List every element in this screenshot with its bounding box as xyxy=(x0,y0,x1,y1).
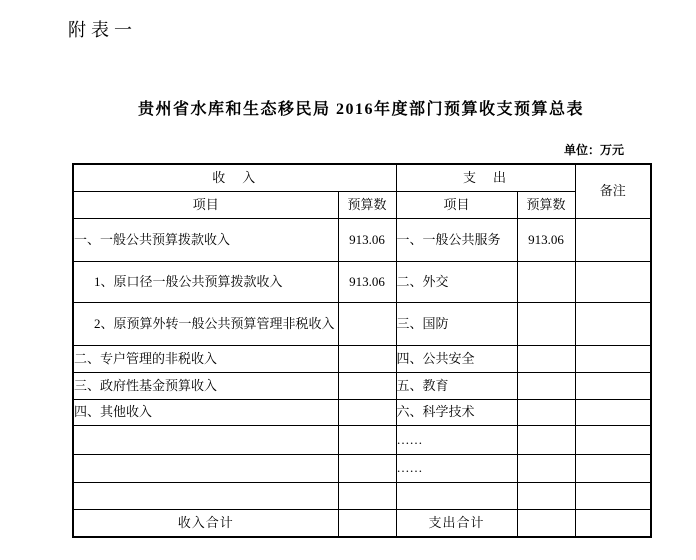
table-footer-row xyxy=(73,509,651,537)
income-budget-cell xyxy=(338,425,396,454)
expense-item-cell xyxy=(396,482,517,509)
table-row xyxy=(73,482,651,509)
income-total-value xyxy=(338,509,396,537)
income-budget-cell: 913.06 xyxy=(338,218,396,261)
expense-item-cell: …… xyxy=(396,425,517,454)
expense-group-header: 支 出 xyxy=(396,164,575,191)
expense-item-cell: …… xyxy=(396,454,517,482)
income-item-cell: 四、其他收入 xyxy=(73,399,338,425)
page-title: 贵州省水库和生态移民局 2016年度部门预算收支预算总表 xyxy=(137,101,584,118)
table-row xyxy=(73,454,651,482)
expense-item-column-header: 项目 xyxy=(396,191,517,218)
table-row xyxy=(73,399,651,425)
remark-cell xyxy=(575,482,651,509)
expense-budget-cell xyxy=(517,425,575,454)
income-budget-cell: 913.06 xyxy=(338,261,396,302)
expense-budget-column-header: 预算数 xyxy=(517,191,575,218)
income-budget-cell xyxy=(338,302,396,345)
expense-total-value xyxy=(517,509,575,537)
expense-item-cell: 三、国防 xyxy=(396,302,517,345)
expense-total-label: 支出合计 xyxy=(396,509,517,537)
expense-item-cell: 五、教育 xyxy=(396,372,517,399)
remark-cell xyxy=(575,261,651,302)
income-budget-cell xyxy=(338,399,396,425)
remark-cell xyxy=(575,372,651,399)
income-item-cell xyxy=(73,425,338,454)
remark-column-header: 备注 xyxy=(575,164,651,218)
table-row xyxy=(73,425,651,454)
attachment-label: 附表一 xyxy=(68,20,137,40)
remark-cell xyxy=(575,425,651,454)
expense-budget-cell xyxy=(517,454,575,482)
income-item-cell: 2、原预算外转一般公共预算管理非税收入 xyxy=(73,302,338,345)
remark-cell xyxy=(575,454,651,482)
income-budget-cell xyxy=(338,482,396,509)
expense-budget-cell xyxy=(517,482,575,509)
expense-item-cell: 六、科学技术 xyxy=(396,399,517,425)
expense-budget-cell xyxy=(517,372,575,399)
income-budget-cell xyxy=(338,372,396,399)
income-item-cell: 1、原口径一般公共预算拨款收入 xyxy=(73,261,338,302)
expense-budget-cell: 913.06 xyxy=(517,218,575,261)
income-item-cell: 一、一般公共预算拨款收入 xyxy=(73,218,338,261)
income-item-cell: 三、政府性基金预算收入 xyxy=(73,372,338,399)
expense-item-cell: 四、公共安全 xyxy=(396,345,517,372)
income-group-header: 收 入 xyxy=(73,164,396,191)
income-total-label: 收入合计 xyxy=(73,509,338,537)
table-header-columns xyxy=(73,191,651,218)
expense-budget-cell xyxy=(517,302,575,345)
income-item-cell xyxy=(73,454,338,482)
expense-budget-cell xyxy=(517,261,575,302)
table-row xyxy=(73,372,651,399)
remark-cell xyxy=(575,399,651,425)
income-budget-column-header: 预算数 xyxy=(338,191,396,218)
table-header-groups xyxy=(73,164,651,191)
table-row xyxy=(73,218,651,261)
income-budget-cell xyxy=(338,345,396,372)
expense-item-cell: 二、外交 xyxy=(396,261,517,302)
budget-summary-table xyxy=(72,163,652,538)
expense-budget-cell xyxy=(517,345,575,372)
remark-cell xyxy=(575,302,651,345)
expense-item-cell: 一、一般公共服务 xyxy=(396,218,517,261)
income-budget-cell xyxy=(338,454,396,482)
table-row xyxy=(73,345,651,372)
expense-budget-cell xyxy=(517,399,575,425)
income-item-column-header: 项目 xyxy=(73,191,338,218)
income-item-cell: 二、专户管理的非税收入 xyxy=(73,345,338,372)
remark-cell xyxy=(575,218,651,261)
table-row xyxy=(73,302,651,345)
income-item-cell xyxy=(73,482,338,509)
unit-note: 单位：万元 xyxy=(563,143,624,157)
remark-cell xyxy=(575,509,651,537)
table-row xyxy=(73,261,651,302)
remark-cell xyxy=(575,345,651,372)
